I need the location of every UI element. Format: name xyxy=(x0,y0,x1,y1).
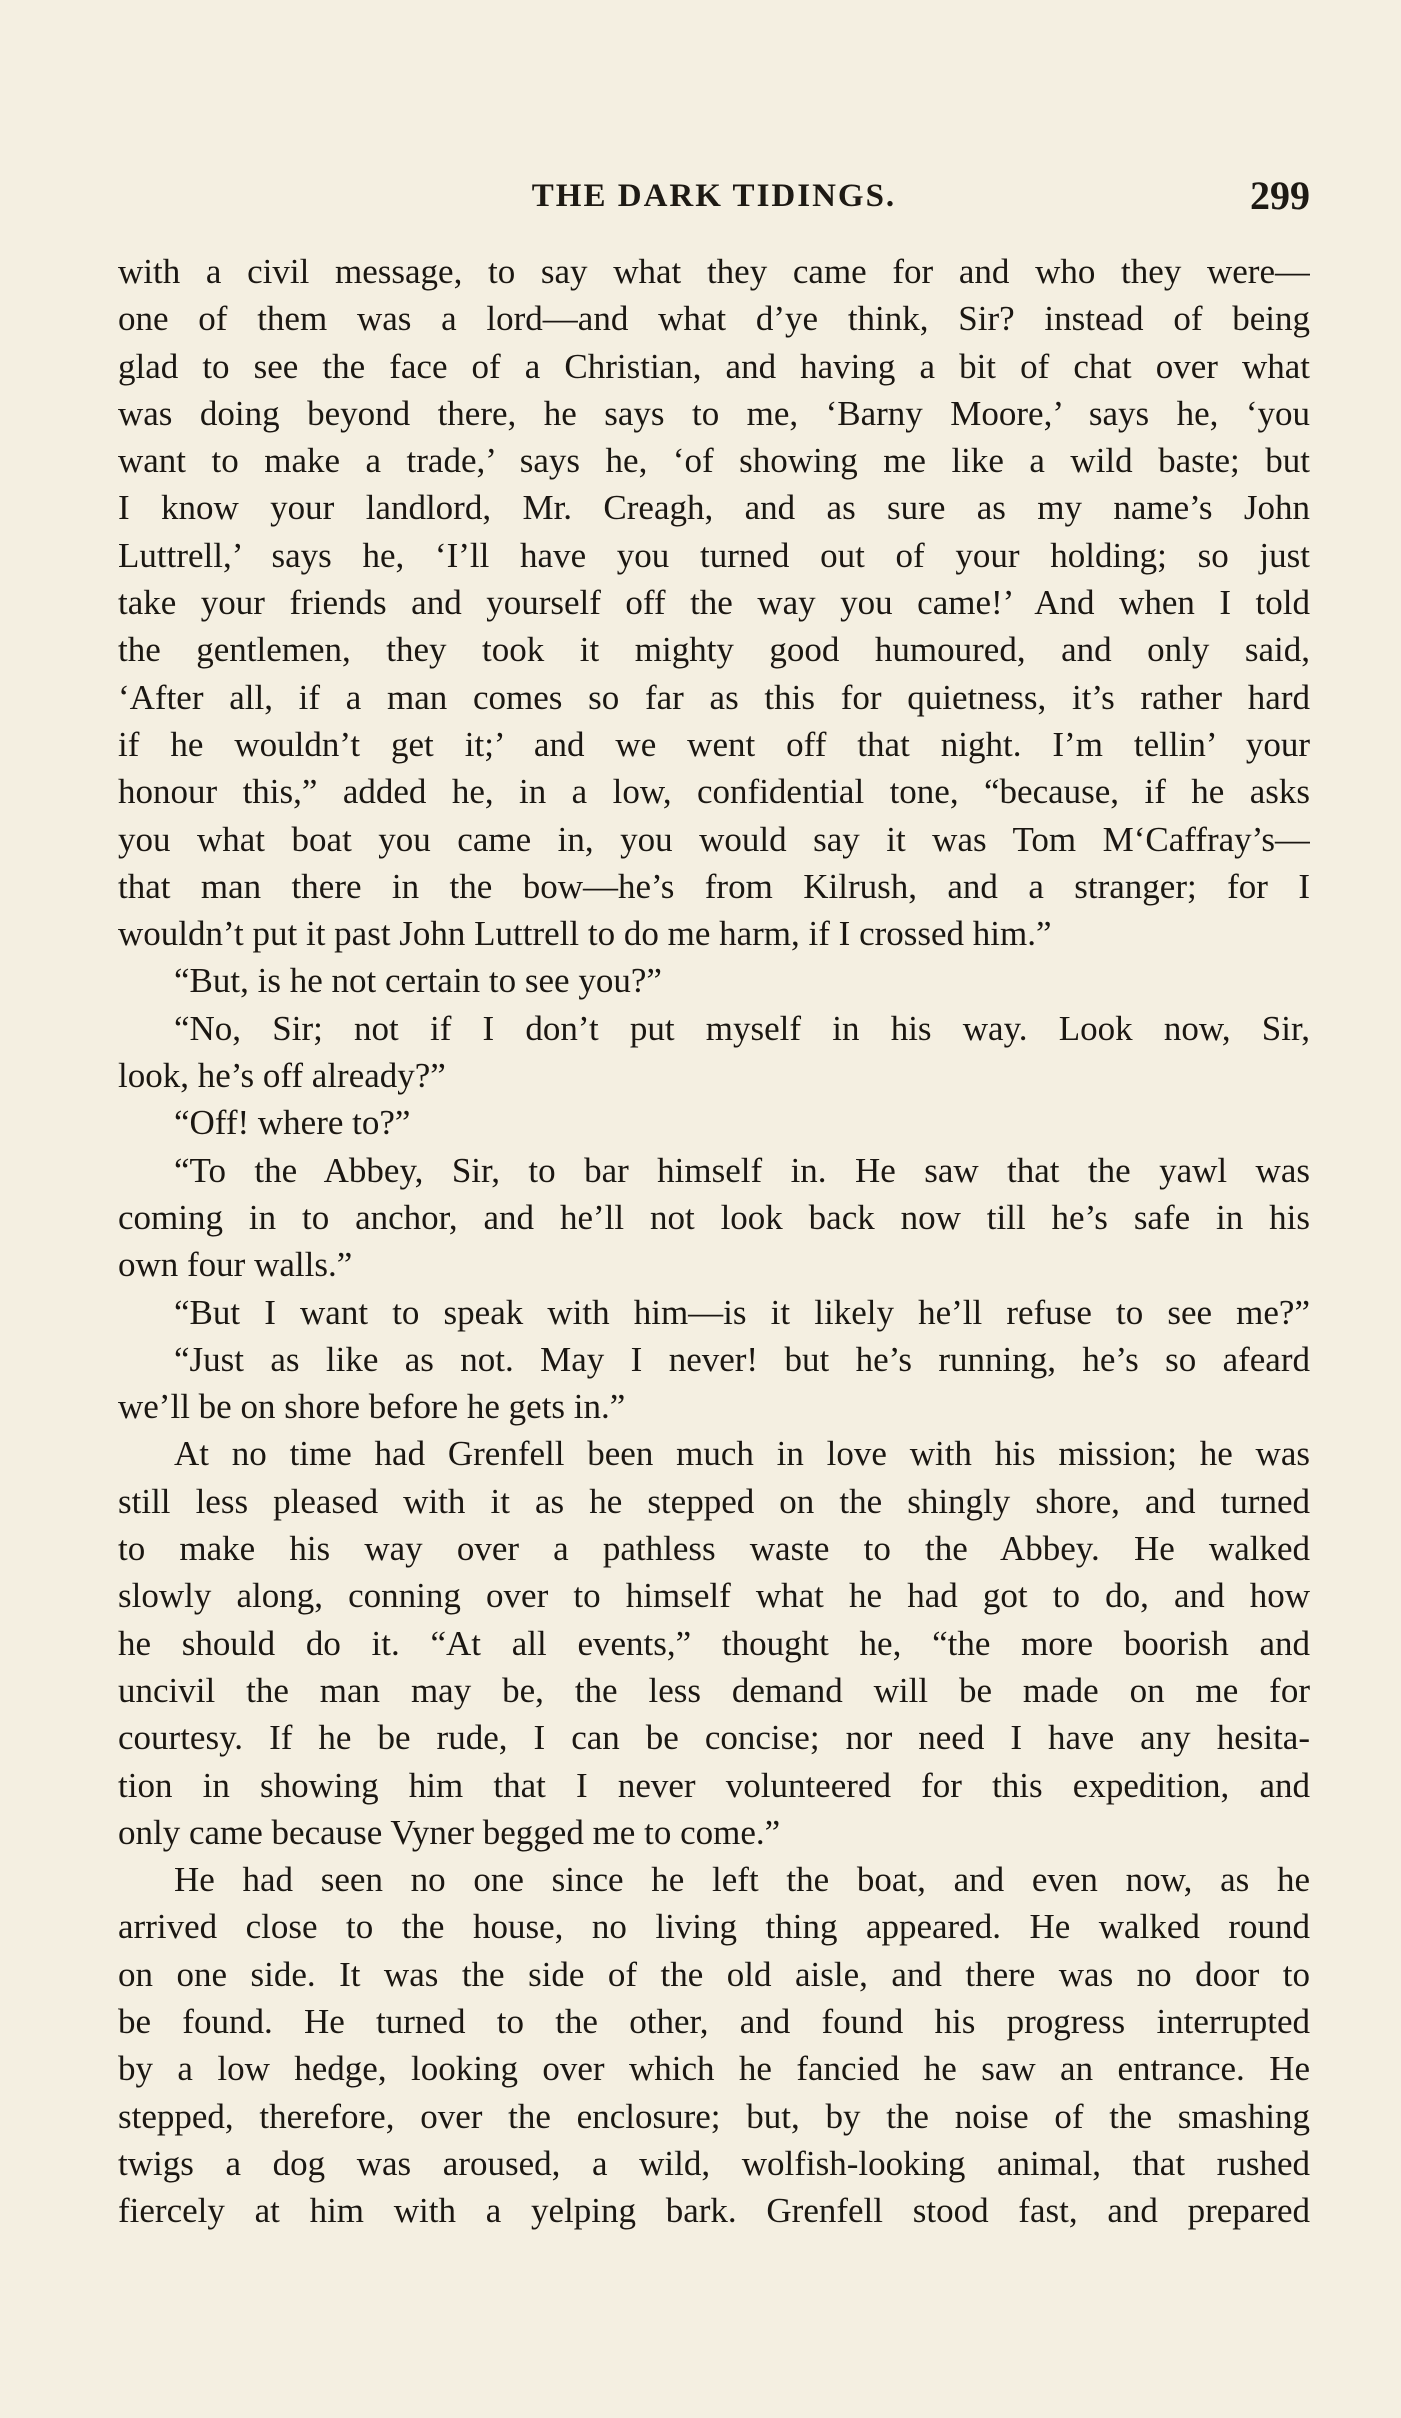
text-line: uncivil the man may be, the less demand will be made on me for xyxy=(118,1670,1310,1710)
text-line: “But, is he not certain to see you?” xyxy=(174,961,662,1001)
text-line: you what boat you came in, you would say it was Tom M‘Caffray’s— xyxy=(118,819,1310,859)
text-line: He had seen no one since he left the boat, and even now, as he xyxy=(174,1860,1310,1900)
text-line: with a civil message, to say what they came for and who they were— xyxy=(118,252,1310,291)
text-line: the gentlemen, they took it mighty good humoured, and only said, xyxy=(118,630,1310,670)
running-header xyxy=(118,172,1310,220)
text-line: if he wouldn’t get it;’ and we went off that night. I’m tellin’ your xyxy=(118,724,1310,764)
text-line: to make his way over a pathless waste to the Abbey. He walked xyxy=(118,1529,1310,1569)
text-line: on one side. It was the side of the old aisle, and there was no door to xyxy=(118,1954,1310,1994)
text-line: take your friends and yourself off the way you came!’ And when I told xyxy=(118,583,1310,623)
text-line: coming in to anchor, and he’ll not look back now till he’s safe in his xyxy=(118,1197,1310,1237)
text-line: courtesy. If he be rude, I can be concise; nor need I have any hesita- xyxy=(118,1718,1310,1758)
text-line: “Off! where to?” xyxy=(174,1103,411,1143)
text-line: tion in showing him that I never volunteered for this expedition, and xyxy=(118,1765,1310,1805)
running-title: THE DARK TIDINGS. xyxy=(531,178,897,214)
body-text xyxy=(118,248,1310,2234)
text-line: “Just as like as not. May I never! but he’s running, he’s so afeard xyxy=(174,1339,1310,1379)
text-line: honour this,” added he, in a low, confidential tone, “because, if he asks xyxy=(118,772,1310,812)
text-line: “But I want to speak with him—is it likely he’ll refuse to see me?” xyxy=(174,1292,1310,1332)
text-line: own four walls.” xyxy=(118,1245,353,1285)
text-line: by a low hedge, looking over which he fancied he saw an entrance. He xyxy=(118,2049,1310,2089)
text-line: be found. He turned to the other, and found his progress interrupted xyxy=(118,2001,1310,2041)
text-line: one of them was a lord—and what d’ye think, Sir? instead of being xyxy=(118,299,1310,339)
text-line: stepped, therefore, over the enclosure; but, by the noise of the smashing xyxy=(118,2096,1310,2136)
text-line: wouldn’t put it past John Luttrell to do me harm, if I crossed him.” xyxy=(118,914,1052,954)
text-line: “To the Abbey, Sir, to bar himself in. He saw that the yawl was xyxy=(174,1150,1310,1190)
text-line: that man there in the bow—he’s from Kilrush, and a stranger; for I xyxy=(118,866,1310,906)
text-line: twigs a dog was aroused, a wild, wolfish-looking animal, that rushed xyxy=(118,2143,1310,2183)
text-line: he should do it. “At all events,” thought he, “the more boorish and xyxy=(118,1623,1310,1663)
text-line: look, he’s off already?” xyxy=(118,1056,446,1096)
text-line: At no time had Grenfell been much in love with his mission; he was xyxy=(174,1434,1310,1474)
text-line: still less pleased with it as he stepped on the shingly shore, and turned xyxy=(118,1481,1310,1521)
text-line: glad to see the face of a Christian, and having a bit of chat over what xyxy=(118,346,1310,386)
text-line: slowly along, conning over to himself what he had got to do, and how xyxy=(118,1576,1310,1616)
text-line: I know your landlord, Mr. Creagh, and as sure as my name’s John xyxy=(118,488,1310,528)
page-number: 299 xyxy=(1250,173,1310,218)
text-line: arrived close to the house, no living thing appeared. He walked round xyxy=(118,1907,1310,1947)
text-line: “No, Sir; not if I don’t put myself in his way. Look now, Sir, xyxy=(174,1008,1310,1048)
text-line: we’ll be on shore before he gets in.” xyxy=(118,1387,626,1427)
text-line: fiercely at him with a yelping bark. Grenfell stood fast, and prepared xyxy=(118,2191,1310,2231)
text-line: ‘After all, if a man comes so far as this for quietness, it’s rather hard xyxy=(118,677,1310,717)
text-line: only came because Vyner begged me to come.” xyxy=(118,1812,781,1852)
text-line: Luttrell,’ says he, ‘I’ll have you turned out of your holding; so just xyxy=(118,535,1310,575)
text-line: want to make a trade,’ says he, ‘of showing me like a wild baste; but xyxy=(118,441,1310,481)
text-line: was doing beyond there, he says to me, ‘Barny Moore,’ says he, ‘you xyxy=(118,393,1310,433)
